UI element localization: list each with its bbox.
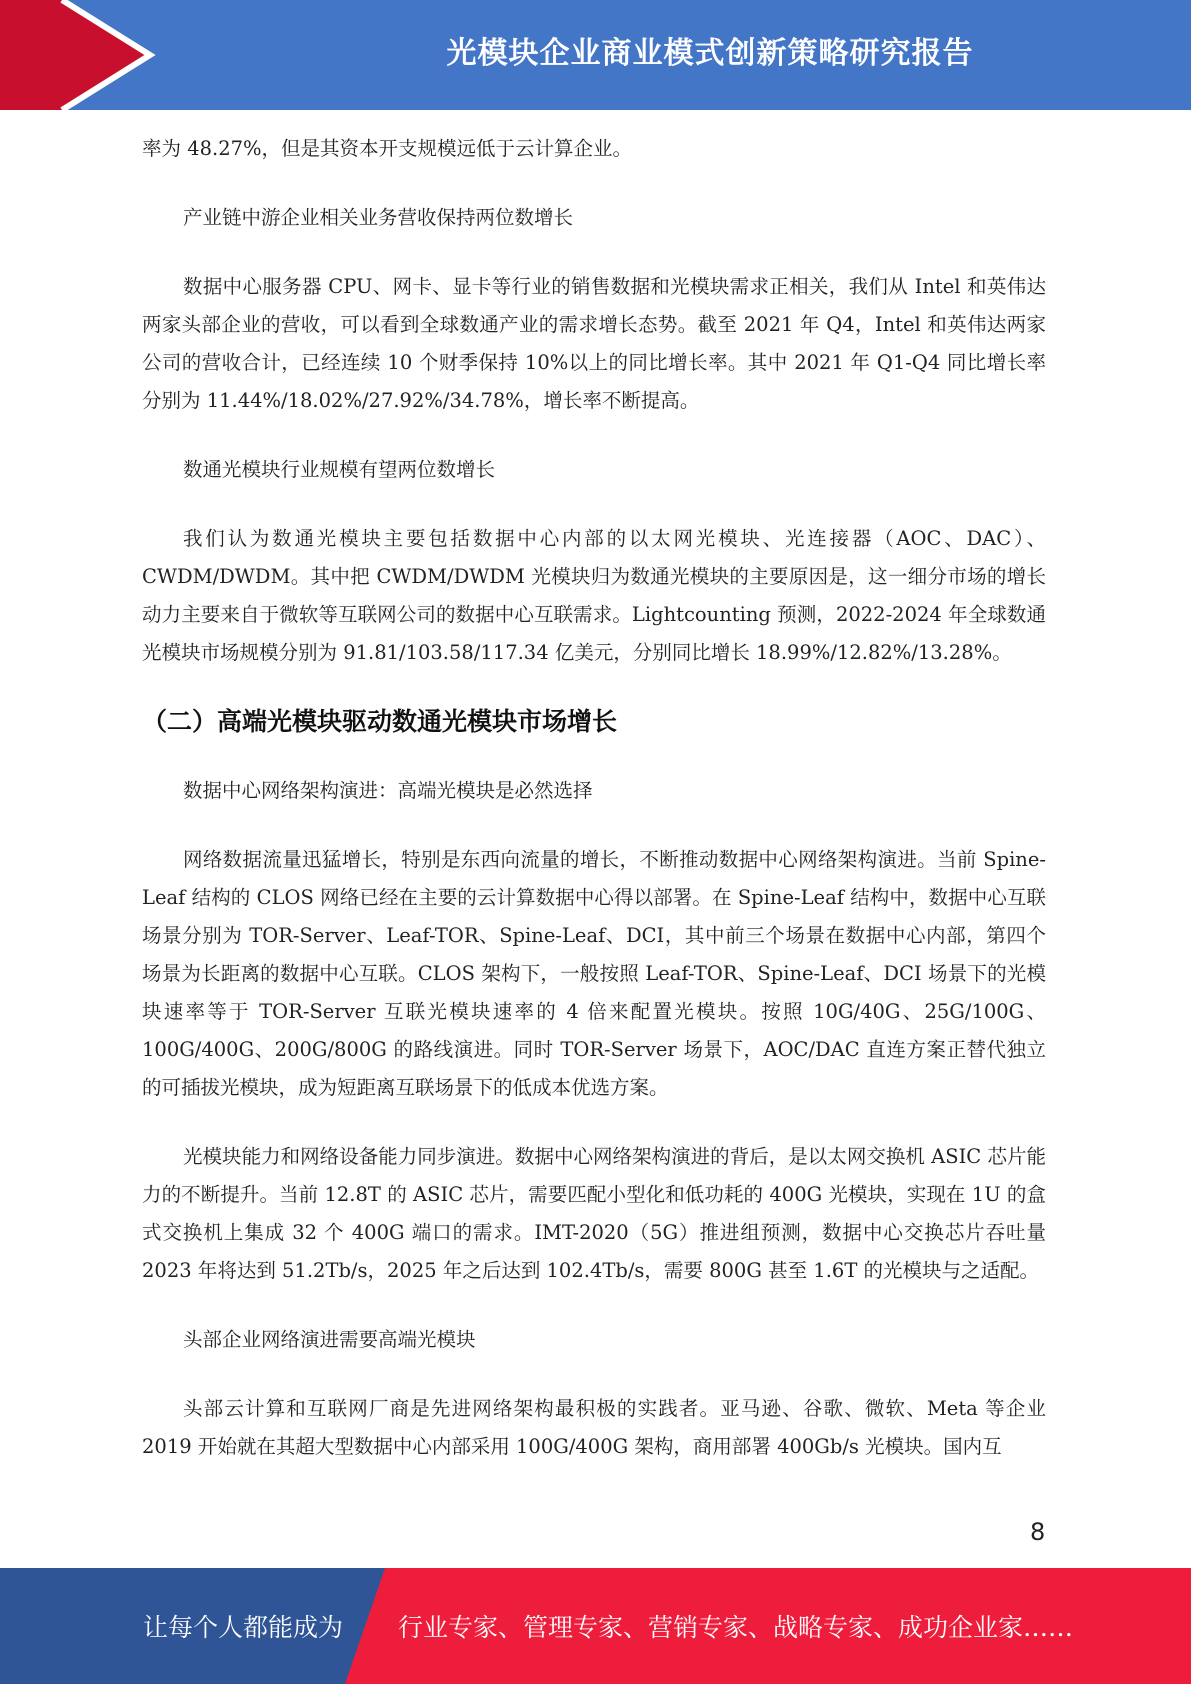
subheading-network-architecture: 数据中心网络架构演进：高端光模块是必然选择: [183, 779, 593, 802]
subheading-midstream-revenue: 产业链中游企业相关业务营收保持两位数增长: [183, 206, 574, 229]
report-title: 光模块企业商业模式创新策略研究报告: [446, 36, 974, 71]
paragraph-cloud-vendors: 头部云计算和互联网厂商是先进网络架构最积极的实践者。亚马逊、谷歌、微软、Meta 等企业 2019 开始就在其超大型数据中心内部采用 100G/400G 架构，商用部署 400Gb/s 光模块。国内互: [142, 1397, 1046, 1458]
section-heading: （二）高端光模块驱动数通光模块市场增长: [142, 707, 618, 736]
paragraph-continuation: 率为 48.27%，但是其资本开支规模远低于云计算企业。: [142, 137, 633, 160]
page-footer: [0, 1568, 1191, 1684]
document-body: [142, 130, 1046, 1466]
paragraph-intel-nvidia: 数据中心服务器 CPU、网卡、显卡等行业的销售数据和光模块需求正相关，我们从 Intel 和英伟达两家头部企业的营收，可以看到全球数通产业的需求增长态势。截至 2021 年 Q4，Intel 和英伟达两家公司的营收合计，已经连续 10 个财季保持 10%以上的同比增长率。其中 2021 年 Q1-Q4 同比增长率分别为 11.44%/18.02%/27.92%/34.78%，增长率不断提高。: [142, 275, 1046, 412]
footer-slogan-left: 让每个人都能成为: [143, 1613, 344, 1642]
paragraph-spine-leaf: 网络数据流量迅猛增长，特别是东西向流量的增长，不断推动数据中心网络架构演进。当前 Spine-Leaf 结构的 CLOS 网络已经在主要的云计算数据中心得以部署。在 Spine-Leaf 结构中，数据中心互联场景分别为 TOR-Server、Leaf-TOR、Spine-Leaf、DCI，其中前三个场景在数据中心内部，第四个场景为长距离的数据中心互联。CLOS 架构下，一般按照 Leaf-TOR、Spine-Leaf、DCI 场景下的光模块速率等于 TOR-Server 互联光模块速率的 4 倍来配置光模块。按照 10G/40G、25G/100G、100G/400G、200G/800G 的路线演进。同时 TOR-Server 场景下，AOC/DAC 直连方案正替代独立的可插拔光模块，成为短距离互联场景下的低成本优选方案。: [142, 848, 1046, 1099]
page-header: [0, 0, 1191, 110]
page-number: 8: [1030, 1518, 1046, 1546]
paragraph-datacom-modules: 我们认为数通光模块主要包括数据中心内部的以太网光模块、光连接器（AOC、DAC）、CWDM/DWDM。其中把 CWDM/DWDM 光模块归为数通光模块的主要原因是，这一细分市场的增长动力主要来自于微软等互联网公司的数据中心互联需求。Lightcounting 预测，2022-2024 年全球数通光模块市场规模分别为 91.81/103.58/117.34 亿美元，分别同比增长 18.99%/12.82%/13.28%。: [142, 527, 1046, 664]
subheading-leading-enterprises: 头部企业网络演进需要高端光模块: [183, 1328, 476, 1351]
footer-slogan-right: 行业专家、管理专家、营销专家、战略专家、成功企业家……: [398, 1613, 1074, 1642]
paragraph-asic-evolution: 光模块能力和网络设备能力同步演进。数据中心网络架构演进的背后，是以太网交换机 ASIC 芯片能力的不断提升。当前 12.8T 的 ASIC 芯片，需要匹配小型化和低功耗的 400G 光模块，实现在 1U 的盒式交换机上集成 32 个 400G 端口的需求。IMT-2020（5G）推进组预测，数据中心交换芯片吞吐量 2023 年将达到 51.2Tb/s，2025 年之后达到 102.4Tb/s，需要 800G 甚至 1.6T 的光模块与之适配。: [142, 1145, 1046, 1282]
subheading-datacom-scale: 数通光模块行业规模有望两位数增长: [183, 458, 496, 481]
